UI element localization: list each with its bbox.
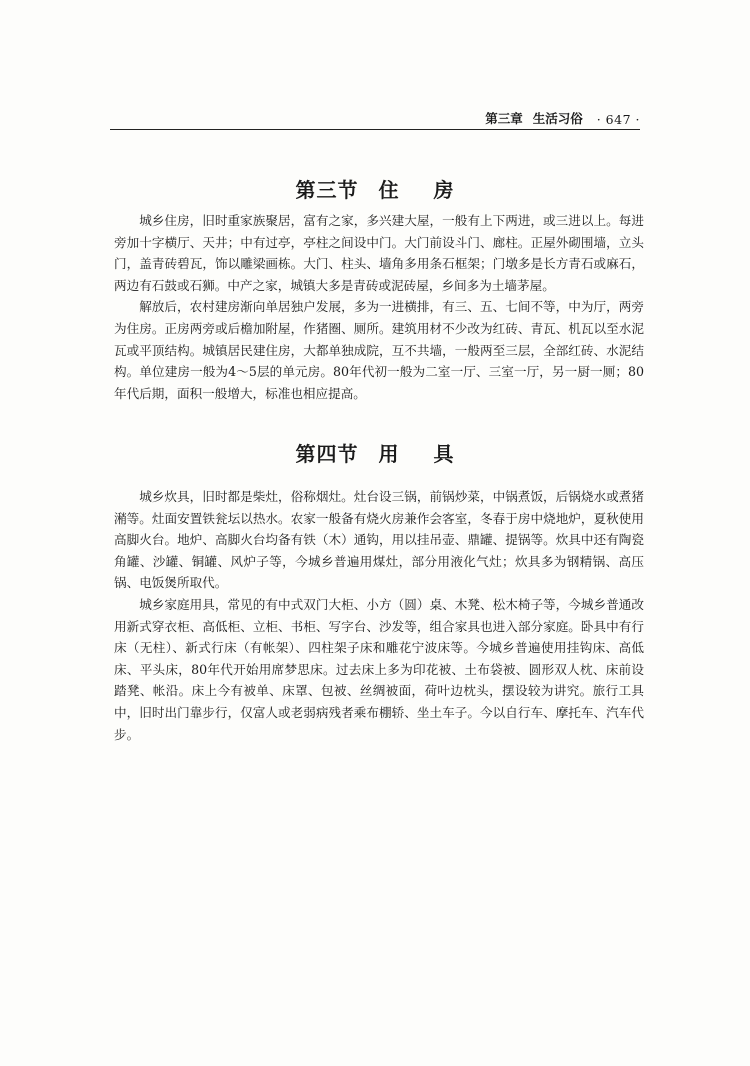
paragraph: 城乡家庭用具，常见的有中式双门大柜、小方（圆）桌、木凳、松木椅子等，今城乡普通改用新式穿衣柜、高低柜、立柜、书柜、写字台、沙发等，组合家具也进入部分家庭。卧具中有行床（无柱）、新式行床（有帐架）、四柱架子床和雕花宁波床等。今城乡普遍使用挂钩床、高低床、平头床，80年代开始用席梦思床。过去床上多为印花被、土布袋被、圆形双人枕、床前设踏凳、帐沿。床上今有被单、床罩、包被、丝绸被面，荷叶边枕头，摆设较为讲究。旅行工具中，旧时出门靠步行，仅富人或老弱病残者乘布棚轿、坐土车子。今以自行车、摩托车、汽车代步。	[114, 596, 644, 742]
section-title-char: 住	[378, 178, 400, 202]
topic-label: 生活习俗	[532, 111, 583, 126]
running-header	[110, 108, 640, 130]
section-number: 第三节	[295, 178, 359, 202]
section-title-char: 房	[433, 178, 455, 202]
section-number: 第四节	[295, 442, 359, 466]
paragraph: 城乡住房，旧时重家族聚居，富有之家，多兴建大屋，一般有上下两进，或三进以上。每进旁加十字横厅、天井；中有过亭，亭柱之间设中门。大门前设斗门、廊柱。正屋外砌围墙，立头门，盖青砖碧瓦，饰以雕梁画栋。大门、柱头、墙角多用条石框架；门墩多是长方青石或麻石，两边有石鼓或石狮。中产之家，城镇大多是青砖或泥砖屋，乡间多为土墙茅屋。	[114, 213, 644, 293]
chapter-label: 第三章	[485, 111, 523, 126]
section-title-char: 用	[378, 442, 400, 466]
section-title-utensils	[110, 438, 640, 467]
paragraph: 解放后，农村建房渐向单居独户发展，多为一进横排，有三、五、七间不等，中为厅，两旁为住房。正房两旁或后檐加附屋，作猪圈、厕所。建筑用材不少改为红砖、青瓦、机瓦以至水泥瓦或平顶结构。城镇居民建住房，大都单独成院，互不共墙，一般两至三层，全部红砖、水泥结构。单位建房一般为4～5层的单元房。80年代初一般为二室一厅、三室一厅，另一厨一厕；80年代后期，面积一般增大，标准也相应提高。	[114, 299, 644, 401]
section-title-char: 具	[433, 442, 455, 466]
section-body-utensils	[114, 486, 644, 745]
page-number: · 647 ·	[596, 112, 640, 127]
paragraph: 城乡炊具，旧时都是柴灶，俗称烟灶。灶台设三锅，前锅炒菜，中锅煮饭，后锅烧水或煮猪潲等。灶面安置铁瓮坛以热水。农家一般备有烧火房兼作会客室，冬春于房中烧地炉，夏秋使用高脚火台。地炉、高脚火台均备有铁（木）通钩，用以挂吊壶、鼎罐、提锅等。炊具中还有陶瓷角罐、沙罐、铜罐、风炉子等，今城乡普遍用煤灶，部分用液化气灶；炊具多为钢精锅、高压锅、电饭煲所取代。	[114, 489, 644, 591]
section-title-housing	[110, 174, 640, 203]
section-body-housing	[114, 210, 644, 404]
